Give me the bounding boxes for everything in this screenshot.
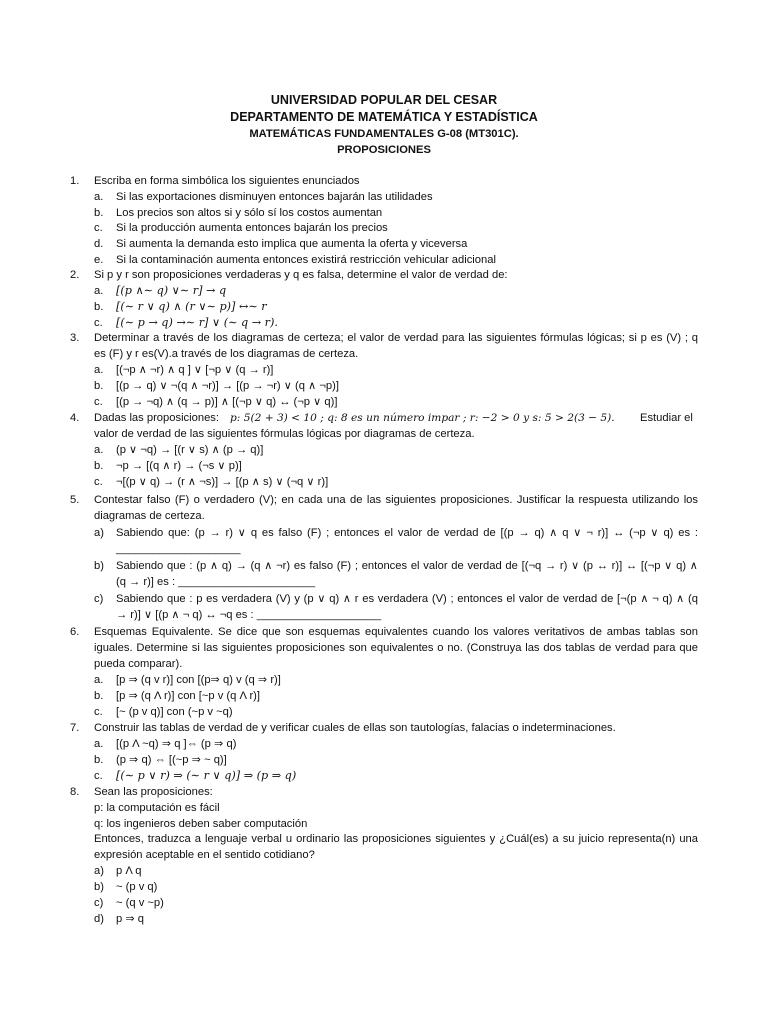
item-marker: c. (94, 706, 103, 718)
proposition-q: q: los ingenieros deben saber computación (94, 818, 308, 830)
item-formula: [(𝑝 ∧∼ 𝑞) ∨∼ 𝑟] → 𝑞 (116, 284, 227, 297)
item-formula: [(∼ 𝑝 ∨ 𝑟) ⇒ (∼ 𝑟 ∨ q)] ⇒ (𝑝 ⇒ 𝑞) (116, 769, 297, 782)
item-formula: [(∼ 𝑝 → 𝑞) →∼ 𝑟] ∨ (∼ 𝑞 → 𝑟). (116, 316, 278, 329)
question-text-line: iguales. Determine si las siguientes proposiciones son equivalentes o no. (Construya las dos tablas de verdad para que (94, 642, 698, 654)
item-formula: [p ⇒ (q Λ r)] con [~p v (q Λ r)] (116, 690, 261, 702)
question-number: 3. (70, 332, 80, 344)
question-text-line: expresión aceptable en el sentido cotidiano? (94, 849, 315, 861)
item-marker: a. (94, 738, 104, 750)
item-formula: (p ⇒ q) ⇔ [(~p ⇒ ~ q)] (116, 754, 227, 766)
item-formula: p ⇒ q (116, 913, 145, 925)
proposition-p: p: la computación es fácil (94, 802, 220, 814)
item-marker: c. (94, 476, 103, 488)
item-marker: b. (94, 754, 104, 766)
item-formula: [(∼ 𝑟 ∨ 𝑞) ∧ (𝑟 ∨∼ 𝑝)] ↔∼ 𝑟 (116, 300, 267, 313)
question-text-line: pueda comparar). (94, 658, 183, 670)
question-text-line: Entonces, traduzca a lenguaje verbal u ordinario las proposiciones siguientes y ¿Cuál(es) a su juicio representa(n) una (94, 833, 698, 845)
item-marker: a. (94, 191, 104, 203)
item-marker: a. (94, 285, 104, 297)
item-marker: a) (94, 865, 104, 877)
item-marker: c. (94, 222, 103, 234)
answer-blank[interactable]: ____________________ (116, 543, 241, 555)
question-number: 4. (70, 412, 80, 424)
item-marker: b. (94, 690, 104, 702)
question-number: 8. (70, 786, 80, 798)
item-marker: c. (94, 770, 103, 782)
item-marker: e. (94, 254, 104, 266)
question-text-line: valor de verdad de las siguientes fórmulas lógicas por diagramas de certeza. (94, 428, 475, 440)
item-marker: d) (94, 913, 104, 925)
item-text: Si la contaminación aumenta entonces existirá restricción vehicular adicional (116, 254, 496, 266)
question-lead: Dadas las proposiciones: (94, 412, 219, 424)
answer-blank[interactable]: (q → r)] es : ______________________ (116, 576, 316, 588)
item-marker: a. (94, 674, 104, 686)
question-text: Si p y r son proposiciones verdaderas y q es falsa, determine el valor de verdad de: (94, 269, 508, 281)
item-marker: a. (94, 444, 104, 456)
item-text-line: Sabiendo que : p es verdadera (V) y (p ∨ q) ∧ r es verdadera (V) ; entonces el valor de verdad de [¬(p ∧ ¬ q) ∧ (q (116, 593, 698, 605)
question-number: 7. (70, 722, 80, 734)
item-text: Si la producción aumenta entonces bajarán los precios (116, 222, 388, 234)
question-text-line: Esquemas Equivalente. Se dice que son esquemas equivalentes cuando los valores veritativos de ambas tablas son (94, 626, 698, 638)
question-number: 1. (70, 175, 80, 187)
item-marker: c) (94, 897, 104, 909)
university-name: UNIVERSIDAD POPULAR DEL CESAR (270, 93, 498, 107)
question-text: Sean las proposiciones: (94, 786, 213, 798)
question-text-line: Determinar a través de los diagramas de certeza; el valor de verdad para las siguientes fórmulas lógicas; si p es (V) ; q (94, 332, 698, 344)
item-text-line: Sabiendo que: (p → r) ∨ q es falso (F) ; entonces el valor de verdad de [(p → q) ∧ q ∨ ¬ r)] ↔ (¬p ∨ q) es : (116, 527, 698, 539)
question-text-line: Contestar falso (F) o verdadero (V); en cada una de las siguientes proposiciones. Justificar la respuesta utilizando los (94, 494, 698, 506)
item-formula: ~ (p v q) (116, 881, 158, 893)
item-marker: b. (94, 380, 104, 392)
topic-title: PROPOSICIONES (337, 144, 431, 156)
item-formula: ~ (q v ~p) (116, 897, 164, 909)
item-formula: [(p → ¬q) ∧ (q → p)] ∧ [(¬p ∨ q) ↔ (¬p ∨ q)] (116, 396, 338, 408)
item-formula: ¬p → [(q ∧ r) → (¬s ∨ p)] (116, 460, 242, 472)
item-formula: [(p Λ ~q) ⇒ q ]⇔ (p ⇒ q) (116, 738, 237, 750)
item-marker: b. (94, 207, 104, 219)
item-text: Si aumenta la demanda esto implica que aumenta la oferta y viceversa (116, 238, 468, 250)
question-text-line: diagramas de certeza. (94, 510, 205, 522)
question-text-line: es (F) y r es(V).a través de los diagramas de certeza. (94, 348, 359, 360)
item-marker: a) (94, 527, 104, 539)
department-name: DEPARTAMENTO DE MATEMÁTICA Y ESTADÍSTICA (230, 110, 538, 124)
item-text: Los precios son altos si y sólo sí los costos aumentan (116, 207, 383, 219)
item-formula: [(¬p ∧ ¬r) ∧ q ] ∨ [¬p ∨ (q → r)] (116, 364, 274, 376)
item-marker: c. (94, 317, 103, 329)
question-tail: Estudiar el (640, 412, 693, 424)
item-marker: b) (94, 881, 104, 893)
item-marker: b. (94, 301, 104, 313)
item-marker: d. (94, 238, 104, 250)
item-formula: [~ (p v q)] con (~p v ~q) (116, 706, 233, 718)
item-formula: ¬[(p ∨ q) → (r ∧ ¬s)] → [(p ∧ s) ∨ (¬q ∨ r)] (116, 476, 329, 488)
item-text: Si las exportaciones disminuyen entonces bajarán las utilidades (116, 191, 433, 203)
question-number: 5. (70, 494, 80, 506)
question-text: Construir las tablas de verdad de y verificar cuales de ellas son tautologías, falacias o indeterminaciones. (94, 722, 616, 734)
question-text: Escriba en forma simbólica los siguientes enunciados (94, 175, 360, 187)
question-propositions: 𝑝: 5(2 + 3) < 10 ; 𝑞: 8 𝑒𝑠 𝑢𝑛 𝑛ú𝑚𝑒𝑟𝑜 𝑖𝑚𝑝𝑎𝑟 ; 𝑟: −2 > 0 𝑦 𝑠: 5 > 2(3 − 5). (230, 412, 615, 424)
item-marker: c) (94, 593, 104, 605)
item-marker: c. (94, 396, 103, 408)
question-number: 6. (70, 626, 80, 638)
question-number: 2. (70, 269, 80, 281)
item-formula: p Λ q (116, 865, 142, 877)
course-title: MATEMÁTICAS FUNDAMENTALES G-08 (MT301C). (249, 128, 519, 140)
item-marker: b) (94, 560, 104, 572)
item-marker: a. (94, 364, 104, 376)
item-formula: [p ⇒ (q v r)] con [(p⇒ q) v (q ⇒ r)] (116, 674, 281, 686)
item-marker: b. (94, 460, 104, 472)
item-text-line: Sabiendo que : (p ∧ q) → (q ∧ ¬r) es falso (F) ; entonces el valor de verdad de [(¬q → r) ∨ (p ↔ r)] ↔ [(¬p ∨ q) ∧ (116, 560, 698, 572)
item-formula: (p ∨ ¬q) → [(r ∨ s) ∧ (p → q)] (116, 444, 264, 456)
item-formula: [(p → q) ∨ ¬(q ∧ ¬r)] → [(p → ¬r) ∨ (q ∧ ¬p)] (116, 380, 339, 392)
answer-blank[interactable]: → r)] ∨ [(p ∧ ¬ q) ↔ ¬q es : ____________________ (116, 609, 382, 621)
